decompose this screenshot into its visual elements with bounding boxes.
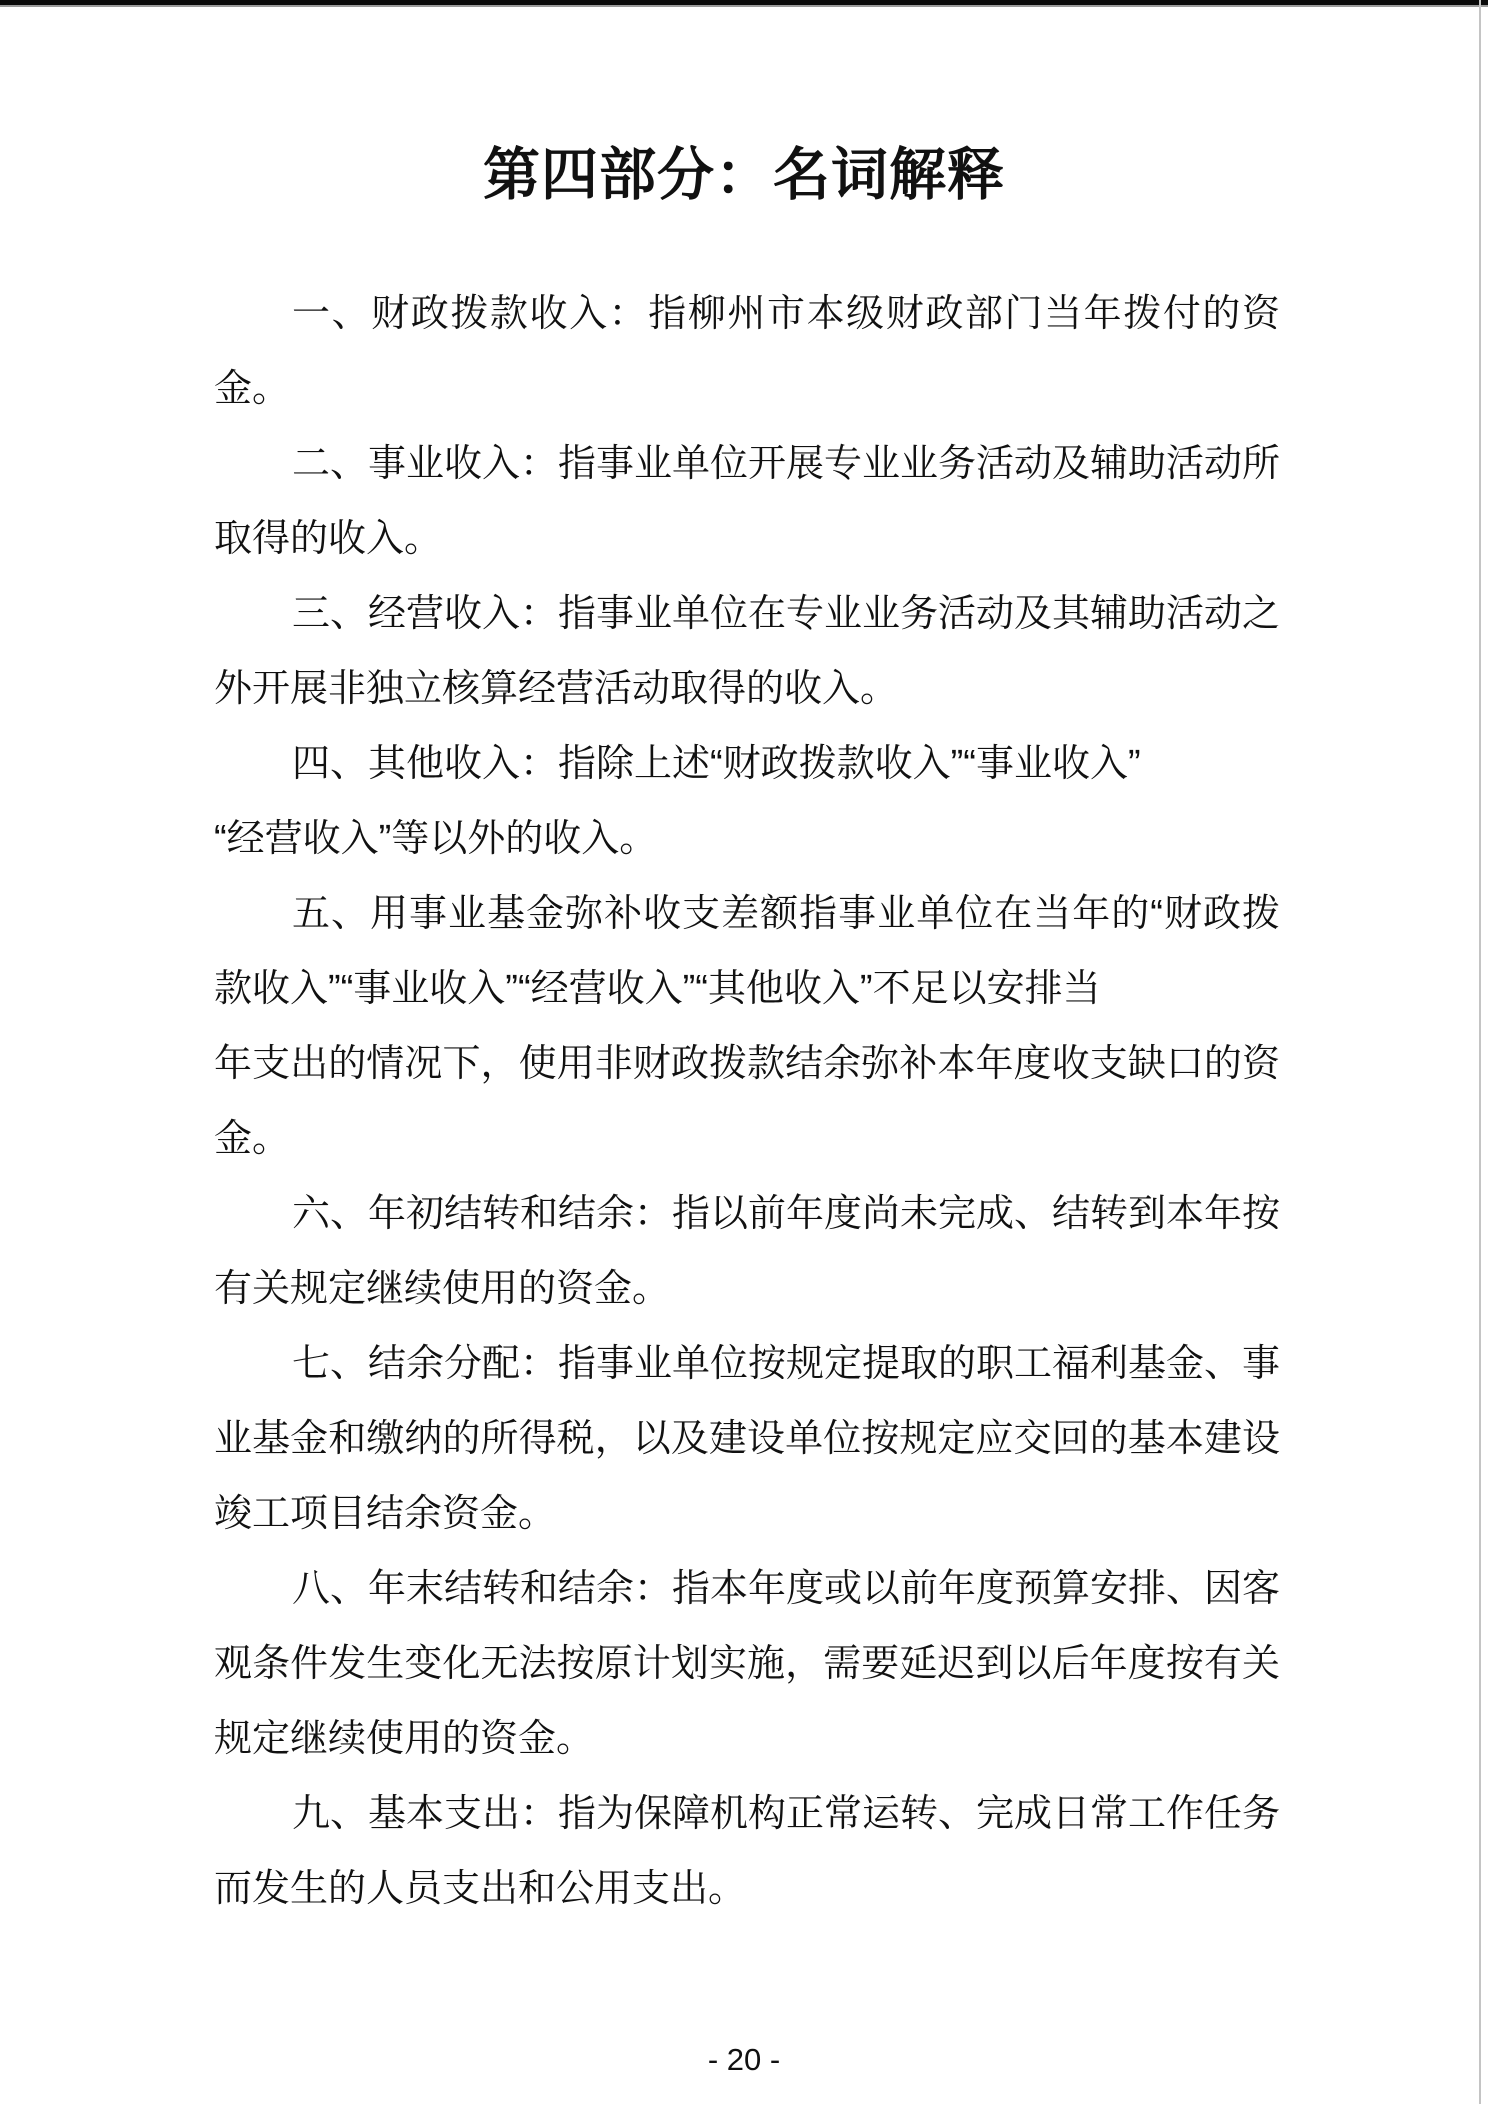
text-line: 业基金和缴纳的所得税，以及建设单位按规定应交回的基本建设	[214, 1418, 1280, 1460]
text-line: 而发生的人员支出和公用支出。	[214, 1868, 747, 1910]
text-line: 观条件发生变化无法按原计划实施，需要延迟到以后年度按有关	[214, 1643, 1280, 1685]
text-line: 二、事业收入：指事业单位开展专业业务活动及辅助活动所	[292, 443, 1281, 485]
text-line: 六、年初结转和结余：指以前年度尚未完成、结转到本年按	[292, 1193, 1281, 1235]
text-line: 取得的收入。	[214, 518, 443, 560]
text-line: 竣工项目结余资金。	[214, 1493, 557, 1535]
text-line: 一、财政拨款收入：指柳州市本级财政部门当年拨付的资	[292, 293, 1280, 335]
text-line: 有关规定继续使用的资金。	[214, 1268, 671, 1310]
text-line: 九、基本支出：指为保障机构正常运转、完成日常工作任务	[292, 1793, 1281, 1835]
body-text	[214, 277, 1280, 1927]
text-line: 三、经营收入：指事业单位在专业业务活动及其辅助活动之	[292, 593, 1281, 635]
text-line: 四、其他收入：指除上述“财政拨款收入”“事业收入”	[292, 743, 1141, 785]
text-line: 金。	[214, 368, 291, 410]
page-title: 第四部分：名词解释	[483, 143, 1005, 207]
scan-top-edge-bar	[0, 0, 1488, 7]
text-line: 外开展非独立核算经营活动取得的收入。	[214, 668, 899, 710]
text-line: 款收入”“事业收入”“经营收入”“其他收入”不足以安排当	[214, 968, 1101, 1010]
text-line: 五、用事业基金弥补收支差额指事业单位在当年的“财政拨	[292, 893, 1280, 935]
text-line: 金。	[214, 1118, 291, 1160]
text-line: 年支出的情况下，使用非财政拨款结余弥补本年度收支缺口的资	[214, 1043, 1280, 1085]
scan-right-edge-line	[1479, 0, 1481, 2104]
text-line: 规定继续使用的资金。	[214, 1718, 595, 1760]
text-line: 七、结余分配：指事业单位按规定提取的职工福利基金、事	[292, 1343, 1281, 1385]
text-line: 八、年末结转和结余：指本年度或以前年度预算安排、因客	[292, 1568, 1281, 1610]
text-line: “经营收入”等以外的收入。	[214, 818, 658, 860]
page-number: - 20 -	[707, 2042, 781, 2077]
